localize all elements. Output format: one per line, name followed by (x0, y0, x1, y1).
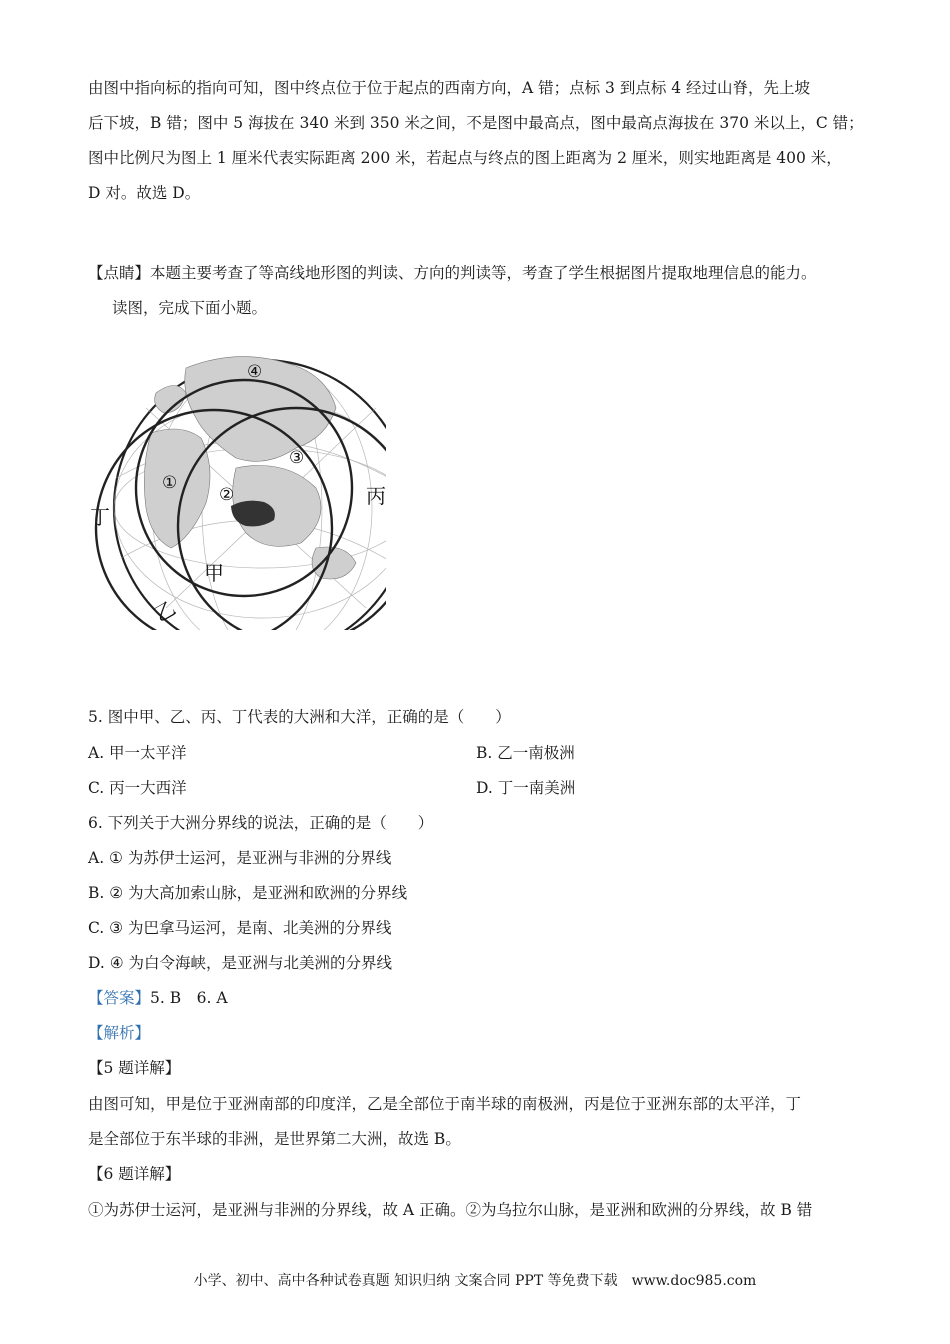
q6-stem: 6. 下列关于大洲分界线的说法，正确的是（ ） (88, 814, 434, 832)
marker-3: ③ (289, 448, 305, 468)
q6-option-a: A. ① 为苏伊士运河，是亚洲与非洲的分界线 (88, 849, 392, 867)
marker-4: ④ (247, 362, 263, 382)
explanation-line-4: D 对。故选 D。 (88, 184, 201, 202)
q5-option-b: B. 乙一南极洲 (476, 744, 575, 762)
answer-tag: 【答案】 (88, 989, 151, 1007)
answer-line (88, 986, 228, 1008)
detail6-line-1: ①为苏伊士运河，是亚洲与非洲的分界线，故 A 正确。②为乌拉尔山脉，是亚洲和欧洲的分界线，故 B 错 (88, 1201, 813, 1219)
land-masses (144, 357, 356, 579)
china-region (231, 501, 275, 527)
marker-2: ② (219, 485, 235, 505)
label-yi: 乙 (150, 595, 180, 627)
q5-option-a: A. 甲一太平洋 (88, 744, 187, 762)
answer-text: 5. B 6. A (150, 989, 228, 1007)
marker-1: ① (162, 473, 178, 493)
explanation-line-2: 后下坡，B 错；图中 5 海拔在 340 米到 350 米之间，不是图中最高点，图中最高点海拔在 370 米以上，C 错； (88, 114, 864, 132)
detail5-line-2: 是全部位于东半球的非洲，是世界第二大洲，故选 B。 (88, 1130, 461, 1148)
analysis-tag: 【解析】 (88, 1024, 151, 1042)
detail6-tag: 【6 题详解】 (88, 1165, 181, 1183)
q5-option-d: D. 丁一南美洲 (476, 779, 576, 797)
q6-option-d: D. ④ 为白令海峡，是亚洲与北美洲的分界线 (88, 954, 393, 972)
comment-paragraph (88, 261, 817, 283)
label-jia: 甲 (204, 561, 224, 585)
label-bing: 丙 (366, 484, 386, 508)
world-map-figure (86, 338, 386, 630)
detail5-tag: 【5 题详解】 (88, 1059, 181, 1077)
explanation-line-3: 图中比例尺为图上 1 厘米代表实际距离 200 米，若起点与终点的图上距离为 2 厘米，则实地距离是 400 米， (88, 149, 842, 167)
comment-text: 本题主要考查了等高线地形图的判读、方向的判读等，考查了学生根据图片提取地理信息的能力。 (150, 264, 817, 282)
q5-option-c: C. 丙一大西洋 (88, 779, 187, 797)
label-ding: 丁 (90, 505, 110, 529)
comment-tag: 【点睛】 (88, 264, 151, 282)
explanation-line-1: 由图中指向标的指向可知，图中终点位于位于起点的西南方向，A 错；点标 3 到点标 4 经过山脊，先上坡 (88, 79, 811, 97)
q6-option-c: C. ③ 为巴拿马运河，是南、北美洲的分界线 (88, 919, 392, 937)
intro-text: 读图，完成下面小题。 (112, 299, 268, 317)
page-footer: 小学、初中、高中各种试卷真题 知识归纳 文案合同 PPT 等免费下载 www.doc985.com (193, 1273, 757, 1289)
q6-option-b: B. ② 为大高加索山脉，是亚洲和欧洲的分界线 (88, 884, 408, 902)
detail5-line-1: 由图可知，甲是位于亚洲南部的印度洋，乙是全部位于南半球的南极洲，丙是位于亚洲东部的太平洋，丁 (88, 1095, 802, 1113)
q5-stem: 5. 图中甲、乙、丙、丁代表的大洲和大洋，正确的是（ ） (88, 708, 511, 726)
